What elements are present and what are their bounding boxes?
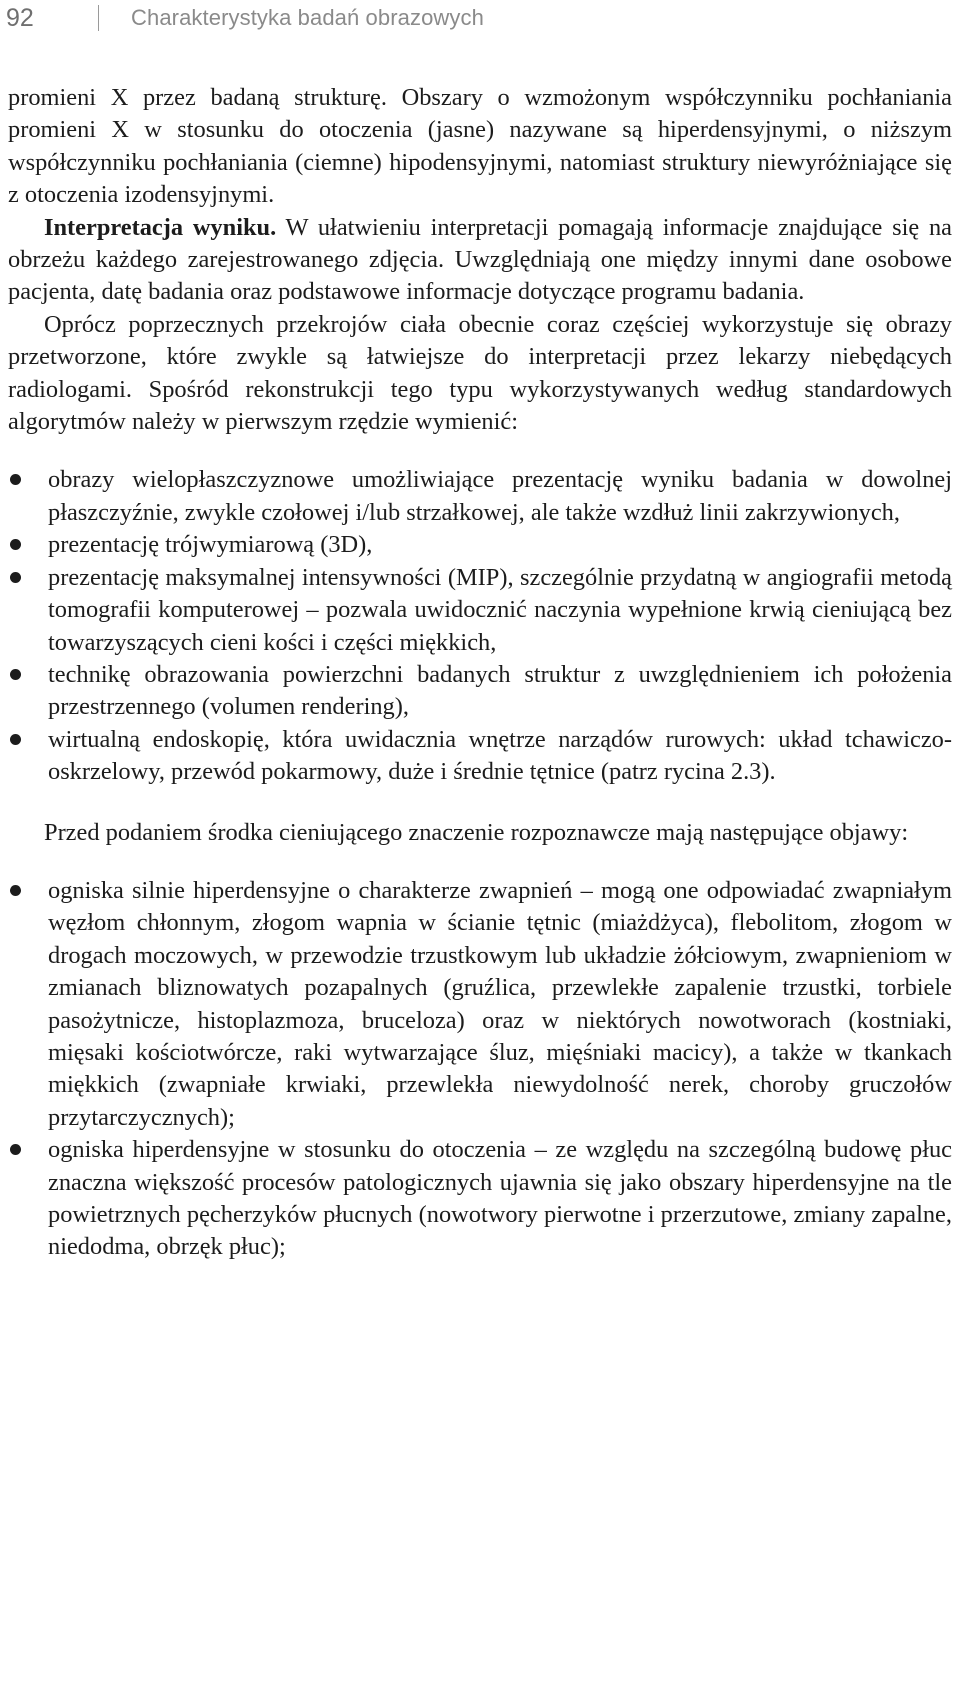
running-title: Charakterystyka badań obrazowych bbox=[131, 5, 484, 30]
bullet-icon bbox=[10, 572, 21, 583]
list-item bbox=[8, 659, 952, 724]
list-item-text: obrazy wielopłaszczyznowe umożliwiające prezentację wyniku badania w dowolnej płaszczyźnie, zwykle czołowej i/lub strzałkowej, ale także wzdłuż linii zakrzywionych, bbox=[48, 466, 952, 526]
bullet-icon bbox=[10, 539, 21, 550]
list-item-text: ogniska hiperdensyjne w stosunku do otoczenia – ze względu na szczególną budowę płuc znaczna większość procesów patologicznych ujawnia się jako obszary hiperdensyjne na tle powietrznych pęcherzyków płucnych (nowotwory pierwotne i przerzutowe, zmiany zapalne, niedodma, obrzęk płuc); bbox=[48, 1136, 952, 1261]
paragraph-interpretation bbox=[8, 212, 952, 309]
list-item bbox=[8, 529, 952, 561]
symptoms-list bbox=[8, 875, 952, 1264]
header-divider bbox=[98, 5, 99, 31]
paragraph-reconstructions: Oprócz poprzecznych przekrojów ciała obecnie coraz częściej wykorzystuje się obrazy przetworzone, które zwykle są łatwiejsze do interpretacji przez lekarzy niebędących radiologami. Spośród rekonstrukcji tego typu wykorzystywanych według standardowych algorytmów należy w pierwszym rzędzie wymienić: bbox=[8, 310, 952, 436]
bullet-icon bbox=[10, 734, 21, 745]
list-item bbox=[8, 875, 952, 1134]
page-number: 92 bbox=[6, 3, 34, 32]
bullet-icon bbox=[10, 474, 21, 485]
paragraph-text: W ułatwieniu interpretacji pomagają informacje znajdujące się na obrzeżu każdego zarejestrowanego zdjęcia. Uwzględniają one między innymi dane osobowe pacjenta, datę badania oraz podstawowe informacje dotyczące programu badania. bbox=[8, 213, 952, 306]
bullet-icon bbox=[10, 1144, 21, 1155]
list-item bbox=[8, 464, 952, 529]
paragraph-continuation: promieni X przez badaną strukturę. Obszary o wzmożonym współczynniku pochłaniania promieni X w stosunku do otoczenia (jasne) nazywane są hiperdensyjnymi, o niższym współczynniku pochłaniania (ciemne) hipodensyjnymi, natomiast struktury niewyróżniające się z otoczenia izodensyjnymi. bbox=[8, 84, 952, 209]
list-item-text: wirtualną endoskopię, która uwidacznia wnętrze narządów rurowych: układ tchawiczo-oskrzelowy, przewód pokarmowy, duże i średnie tętnice (patrz rycina 2.3). bbox=[48, 725, 952, 786]
bullet-icon bbox=[10, 885, 21, 896]
list-item-text: technikę obrazowania powierzchni badanych struktur z uwzględnieniem ich położenia przestrzennego (volumen rendering), bbox=[48, 660, 952, 721]
list-item bbox=[8, 1134, 952, 1264]
list-item-text: ogniska silnie hiperdensyjne o charakterze zwapnień – mogą one odpowiadać zwapniałym węzłom chłonnym, złogom wapnia w ścianie tętnic (miażdżyca), flebolitom, złogom w drogach moczowych, w przewodzie trzustkowym lub układzie żółciowym, zwapnieniom w zmianach bliznowatych pozapalnych (gruźlica, przewlekłe zapalenie trzustki, torbiele pasożytnicze, histoplazmoza, bruceloza) oraz w niektórych nowotworach (kostniaki, mięsaki kościotwórcze, raki wytwarzające śluz, mięśniaki macicy), a także w tkankach miękkich (zwapniałe krwiaki, przewlekła niewydolność nerek, choroby gruczołów przytarczycznych); bbox=[48, 876, 952, 1131]
list-item bbox=[8, 724, 952, 789]
paragraph-symptoms: Przed podaniem środka cieniującego znaczenie rozpoznawcze mają następujące objawy: bbox=[44, 818, 909, 846]
list-item bbox=[8, 562, 952, 659]
bullet-icon bbox=[10, 669, 21, 680]
list-item-text: prezentację maksymalnej intensywności (MIP), szczególnie przydatną w angiografii metodą tomografii komputerowej – pozwala uwidocznić naczynia wypełnione krwią cieniującą bez towarzyszących cieni kości i części miękkich, bbox=[48, 563, 952, 656]
reconstruction-list bbox=[8, 464, 952, 788]
list-item-text: prezentację trójwymiarową (3D), bbox=[48, 531, 373, 559]
page-body bbox=[8, 82, 952, 1264]
page-header bbox=[6, 0, 484, 36]
paragraph-lead-heading: Interpretacja wyniku. bbox=[44, 213, 277, 241]
